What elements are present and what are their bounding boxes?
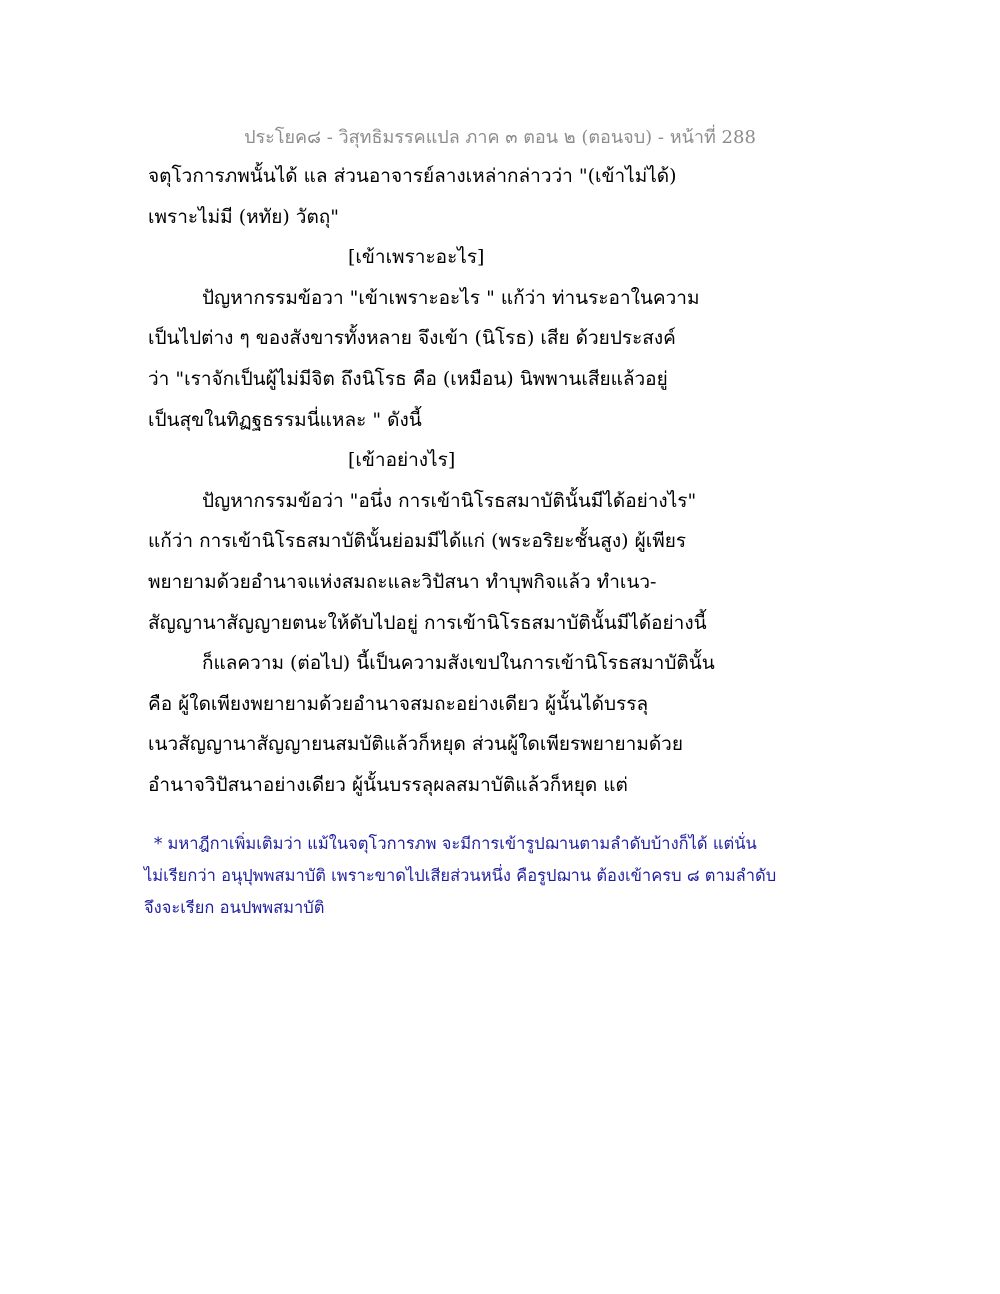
paragraph-start-line: ปัญหากรรมข้อวา "เข้าเพราะอะไร " แก้ว่า ท่านระอาในความ [202, 286, 700, 309]
body-line: อำนาจวิปัสนาอย่างเดียว ผู้นั้นบรรลุผลสมาบัติแล้วก็หยุด แต่ [148, 773, 628, 796]
body-line: แก้ว่า การเข้านิโรธสมาบัตินั้นย่อมมีได้แก่ (พระอริยะชั้นสูง) ผู้เพียร [148, 530, 687, 553]
footnote-line: จึงจะเรียก อนปพพสมาบัติ [144, 898, 325, 917]
body-line: เป็นไปต่าง ๆ ของสังขารทั้งหลาย จึงเข้า (นิโรธ) เสีย ด้วยประสงค์ [148, 327, 676, 350]
page-running-header: ประโยค๘ - วิสุทธิมรรคแปล ภาค ๓ ตอน ๒ (ตอนจบ) - หน้าที่ 288 [244, 127, 756, 148]
body-line: ว่า "เราจักเป็นผู้ไม่มีจิต ถึงนิโรธ คือ (เหมือน) นิพพานเสียแล้วอยู่ [148, 367, 668, 390]
body-line: จตุโวการภพนั้นได้ แล ส่วนอาจารย์ลางเหล่ากล่าวว่า "(เข้าไม่ได้) [148, 165, 677, 187]
section-heading-why-enter: [เข้าเพราะอะไร] [348, 246, 485, 269]
paragraph-start-line: ก็แลความ (ต่อไป) นี้เป็นความสังเขปในการเข้านิโรธสมาบัตินั้น [202, 652, 715, 675]
body-line: สัญญานาสัญญายตนะให้ดับไปอยู่ การเข้านิโรธสมาบัตินั้นมีได้อย่างนี้ [148, 611, 707, 634]
body-line: เป็นสุขในทิฏฐธรรมนี่แหละ " ดังนี้ [148, 408, 422, 431]
body-line: พยายามด้วยอำนาจแห่งสมถะและวิปัสนา ทำบุพกิจแล้ว ทำเนว- [148, 570, 657, 593]
body-line: เนวสัญญานาสัญญายนสมบัติแล้วก็หยุด ส่วนผู้ใดเพียรพยายามด้วย [148, 733, 683, 756]
section-heading-how-enter: [เข้าอย่างไร] [348, 449, 456, 472]
paragraph-start-line: ปัญหากรรมข้อว่า "อนึ่ง การเข้านิโรธสมาบัตินั้นมีได้อย่างไร" [202, 489, 697, 512]
footnote-line: ไม่เรียกว่า อนุปุพพสมาบัติ เพราะขาดไปเสียส่วนหนึ่ง คือรูปฌาน ต้องเข้าครบ ๘ ตามลำดับ [144, 866, 777, 885]
body-line: เพราะไม่มี (หทัย) วัตถุ" [148, 205, 340, 228]
footnote-line: * มหาฎีกาเพิ่มเติมว่า แม้ในจตุโวการภพ จะมีการเข้ารูปฌานตามลำดับบ้างก็ได้ แต่นั่น [154, 834, 757, 853]
document-body [148, 156, 868, 806]
footnote [144, 828, 864, 924]
body-line: คือ ผู้ใดเพียงพยายามด้วยอำนาจสมถะอย่างเดียว ผู้นั้นได้บรรลุ [148, 692, 649, 715]
